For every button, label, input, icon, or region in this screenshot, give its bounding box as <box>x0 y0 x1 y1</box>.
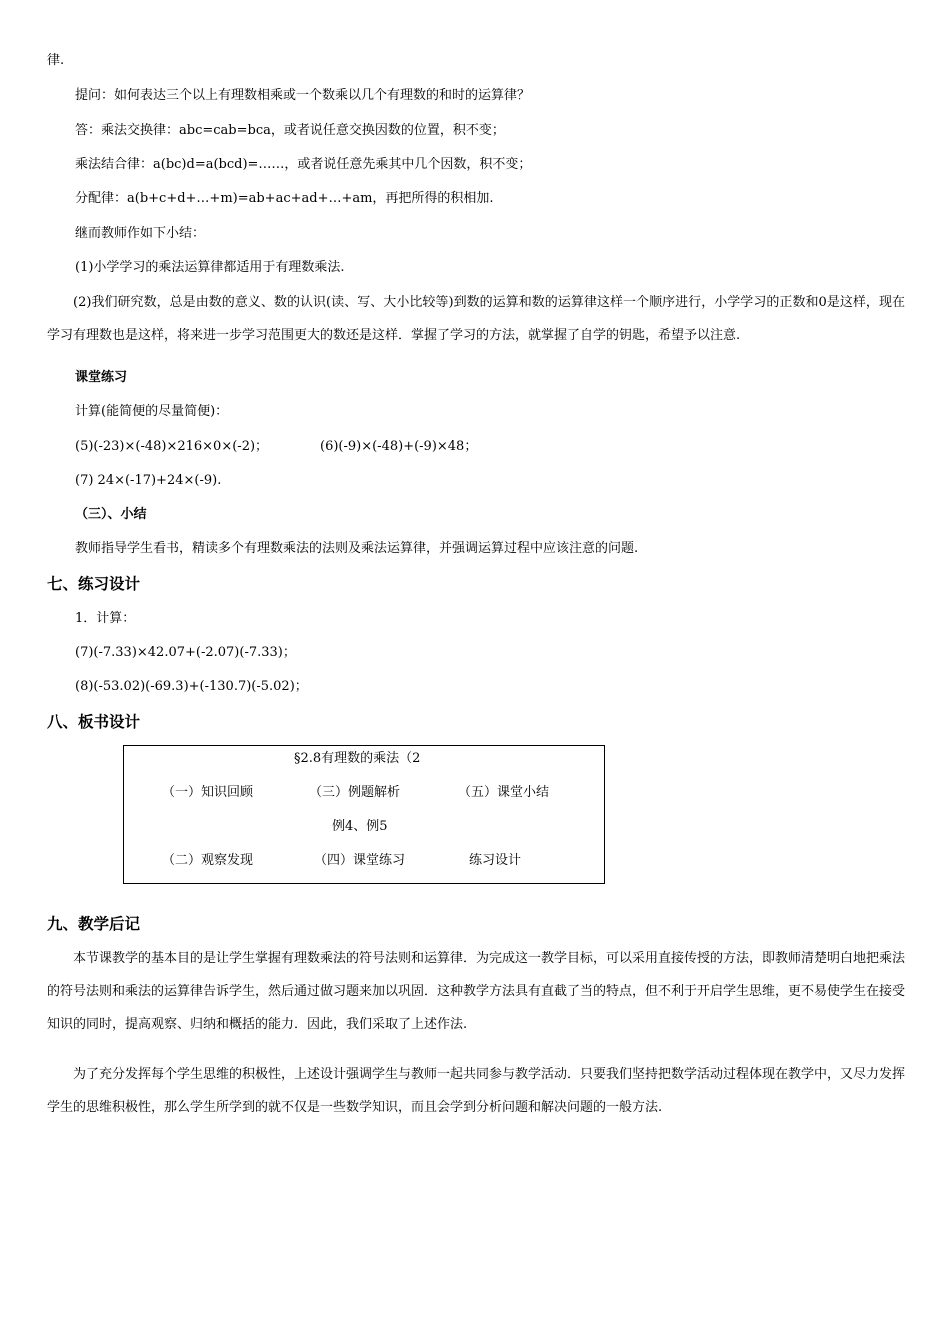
board-observation: （二）观察发现 <box>162 853 254 868</box>
blackboard-design-box <box>123 745 605 884</box>
board-exercise-design: 练习设计 <box>469 853 522 868</box>
board-examples: 例4、例5 <box>332 819 388 834</box>
board-lesson-summary: （五）课堂小结 <box>458 785 550 800</box>
summary-heading: （三）、小结 <box>75 507 147 522</box>
exercise-item-8: (8)(-53.02)(-69.3)+(-130.7)(-5.02)； <box>75 679 308 694</box>
associative-law-line: 乘法结合律：a(bc)d=a(bcd)=……，或者说任意先乘其中几个因数，积不变； <box>75 157 532 172</box>
board-class-practice: （四）课堂练习 <box>314 853 406 868</box>
board-title: §2.8有理数的乘法（2 <box>294 751 421 766</box>
text-continuation: 律. <box>47 53 65 68</box>
board-knowledge-review: （一）知识回顾 <box>162 785 254 800</box>
section-7-heading: 七、练习设计 <box>47 575 141 593</box>
practice-item-5: (5)(-23)×(-48)×216×0×(-2)； <box>75 439 269 454</box>
summary-point-1: (1)小学学习的乘法运算律都适用于有理数乘法. <box>75 260 345 275</box>
practice-item-7: (7) 24×(-17)+24×(-9). <box>75 473 222 488</box>
afterword-paragraph-1: 本节课教学的基本目的是让学生掌握有理数乘法的符号法则和运算律．为完成这一教学目标，可以采用直接传授的方法，即教师清楚明白地把乘法的符号法则和乘法的运算律告诉学生，然后通过做习题来加以巩固．这种教学方法具有直截了当的特点，但不利于开启学生思维，更不易使学生在接受知识的同时，提高观察、归纳和概括的能力．因此，我们采取了上述作法. <box>47 951 906 1032</box>
summary-lead-line: 继而教师作如下小结： <box>75 226 206 241</box>
answer-commutative-line: 答：乘法交换律：abc=cab=bca，或者说任意交换因数的位置，积不变； <box>75 123 505 138</box>
exercise-item-7: (7)(-7.33)×42.07+(-2.07)(-7.33)； <box>75 645 296 660</box>
practice-heading: 课堂练习 <box>75 370 128 385</box>
practice-item-6: (6)(-9)×(-48)+(-9)×48； <box>320 439 478 454</box>
summary-text: 教师指导学生看书，精读多个有理数乘法的法则及乘法运算律，并强调运算过程中应该注意的问题. <box>75 541 639 556</box>
section-9-heading: 九、教学后记 <box>47 915 141 933</box>
summary-point-2: (2)我们研究数，总是由数的意义、数的认识(读、写、大小比较等)到数的运算和数的运算律这样一个顺序进行，小学学习的正数和0是这样，现在学习有理数也是这样，将来进一步学习范围更大的数还是这样．掌握了学习的方法，就掌握了自学的钥匙，希望予以注意. <box>47 295 905 343</box>
exercise-item-1: 1．计算： <box>75 611 136 626</box>
afterword-paragraph-2: 为了充分发挥每个学生思维的积极性，上述设计强调学生与教师一起共同参与教学活动．只要我们坚持把数学活动过程体现在教学中，又尽力发挥学生的思维积极性，那么学生所学到的就不仅是一些数学知识，而且会学到分析问题和解决问题的一般方法. <box>47 1067 906 1115</box>
practice-instruction: 计算(能简便的尽量简便)： <box>75 404 229 419</box>
distributive-law-line: 分配律：a(b+c+d+…+m)=ab+ac+ad+…+am，再把所得的积相加. <box>75 191 494 206</box>
question-line: 提问：如何表达三个以上有理数相乘或一个数乘以几个有理数的和时的运算律？ <box>75 88 531 103</box>
board-example-analysis: （三）例题解析 <box>309 785 401 800</box>
section-8-heading: 八、板书设计 <box>47 713 141 731</box>
